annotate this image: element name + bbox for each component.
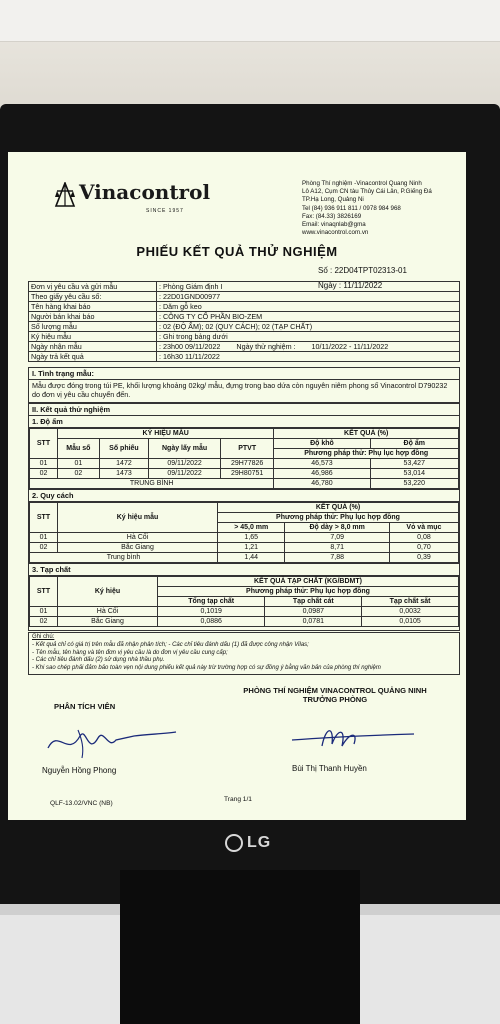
lab-contact: Phòng Thí nghiệm -Vinacontrol Quang Ninh Lô A12, Cụm CN tàu Thủy Cái Lân, P.Giếng Đá TP.Hạ Long, Quảng Ni Tel (84) 936 911 811 / 0978 984 968 Fax: (84.33) 3826169 Email: vinaqnlab@gma www.vinacontrol.com.vn [302,180,432,237]
table-row: 02 Bắc Giang 1,21 8,71 0,70 [30,543,459,553]
report-number: Số : 22D04TPT02313-01 [318,266,407,275]
sample-condition: I. Tình trạng mẫu: Mẫu được đóng trong túi PE, khối lượng khoảng 02kg/ mẫu, đựng trong bao dứa còn nguyên niêm phong số Vinacontrol D790232 do đơn vị yêu cầu chuyển đến. [28,367,460,403]
test-results: II. Kết quả thử nghiệm 1. Độ ẩm STT KÝ HIỆU MẪU KẾT QUẢ (%) Mẫu số Số phiếu Ngày lấy mẫu PTVT Độ khô Độ ẩm Phương pháp thử: Phụ lục hợp đồng 01 01 1472 09/11/2022 29H77826 46,573 53,427 02 02 1473 09/11/2022 29H80751 46,986 53,014 TRUNG BÌNH 46,780 53,220 2. Quy cách STT Ký hiệu mẫu KẾT QUẢ (%) Phương pháp thử: Phụ lục hợp đồng > 45,0 mm Độ dày > 8,0 mm Vỏ và mục 01 Hà Cối 1,65 7,09 0,08 02 Bắc Giang 1,21 8,71 0,70 Trung bình 1,44 7,88 0,39 3. Tạp chất STT Ký hiệu KẾT QUẢ TẠP CHẤT (KG/BDMT) Phương pháp thử: Phụ lục hợp đồng Tổng tạp chất Tạp chất cát Tạp chất sắt 01 Hà Cối 0,1019 0,0987 0,0032 02 Bắc Giang 0,0886 0,0781 0,0105 [28,403,460,631]
monitor-logo: LG [225,834,271,852]
ceiling [0,0,500,42]
sample-info: Đơn vị yêu cầu và gửi mẫu : Phòng Giám định I Theo giấy yêu cầu số: : 22D01GND00977 Tên hàng khai báo : Dăm gỗ keo Người bán khai báo : CÔNG TY CỔ PHẦN BIO-ZEM Số lượng mẫu : 02 (ĐỘ ẨM); 02 (QUY CÁCH); 02 (TẠP CHẤT) Ký hiệu mẫu : Ghi trong bảng dưới Ngày nhận mẫu : 23h00 09/11/2022 Ngày thử nghiệm : 10/11/2022 - 11/11/2022 Ngày trả kết quả : 16h30 11/11/2022 [28,281,460,362]
moisture-table: STT KÝ HIỆU MẪU KẾT QUẢ (%) Mẫu số Số phiếu Ngày lấy mẫu PTVT Độ khô Độ ẩm Phương pháp thử: Phụ lục hợp đồng 01 01 1472 09/11/2022 29H77826 46,573 53,427 02 02 1473 09/11/2022 29H80751 46,986 53,014 TRUNG BÌNH 46,780 53,220 [29,428,459,489]
vinacontrol-logo: Vinacontrol SINCE 1957 [54,180,210,214]
table-row-average: Trung bình 1,44 7,88 0,39 [30,553,459,563]
page-number: Trang 1/1 [224,796,252,803]
lab-signatory: PHÒNG THÍ NGHIỆM VINACONTROL QUẢNG NINH TRƯỞNG PHÒNG [243,686,427,704]
document-screen [8,152,466,820]
scale-logo-icon [54,182,76,208]
table-row-average: TRUNG BÌNH 46,780 53,220 [30,479,459,489]
form-code: QLF-13.02/VNC (NB) [50,800,113,807]
table-row: 01 Hà Cối 1,65 7,09 0,08 [30,533,459,543]
analyst-signature-icon [38,718,178,762]
table-row: 01 01 1472 09/11/2022 29H77826 46,573 53,427 [30,459,459,469]
manager-name: Bùi Thị Thanh Huyền [292,764,367,773]
document-title: PHIẾU KẾT QUẢ THỬ NGHIỆM [136,244,338,259]
size-table: STT Ký hiệu mẫu KẾT QUẢ (%) Phương pháp thử: Phụ lục hợp đồng > 45,0 mm Độ dày > 8,0 mm Vỏ và mục 01 Hà Cối 1,65 7,09 0,08 02 Bắc Giang 1,21 8,71 0,70 Trung bình 1,44 7,88 0,39 [29,502,459,563]
desk-left [0,915,120,1024]
manager-signature-icon [288,718,418,754]
analyst-name: Nguyễn Hồng Phong [42,766,117,775]
analyst-title: PHÂN TÍCH VIÊN [54,702,116,711]
desk-right [360,915,500,1024]
table-row: 02 02 1473 09/11/2022 29H80751 46,986 53,014 [30,469,459,479]
table-row: 02 Bắc Giang 0,0886 0,0781 0,0105 [30,617,459,627]
notes: Ghi chú: - Kết quả chỉ có giá trị trên mẫu đã nhận phân tích; - Các chỉ tiêu đánh dấu (1) đã được công nhận Vilas; - Tên mẫu, tên hàng và tên đơn vị yêu cầu là do đơn vị yêu cầu cung cấp; - Các chỉ tiêu đánh dấu (2) sử dụng nhà thầu phụ. - Khi sao chép phải đảm bảo toàn vẹn nội dung phiếu kết quả này trừ trường hợp có sự đồng ý bằng văn bản của phòng thí nghiệm [28,632,460,675]
report-date: Ngày : 11/11/2022 [318,281,383,290]
monitor-stand [120,870,360,1024]
lg-logo-icon [225,834,243,852]
impurity-table: STT Ký hiệu KẾT QUẢ TẠP CHẤT (KG/BDMT) Phương pháp thử: Phụ lục hợp đồng Tổng tạp chất Tạp chất cát Tạp chất sắt 01 Hà Cối 0,1019 0,0987 0,0032 02 Bắc Giang 0,0886 0,0781 0,0105 [29,576,459,627]
table-row: 01 Hà Cối 0,1019 0,0987 0,0032 [30,607,459,617]
